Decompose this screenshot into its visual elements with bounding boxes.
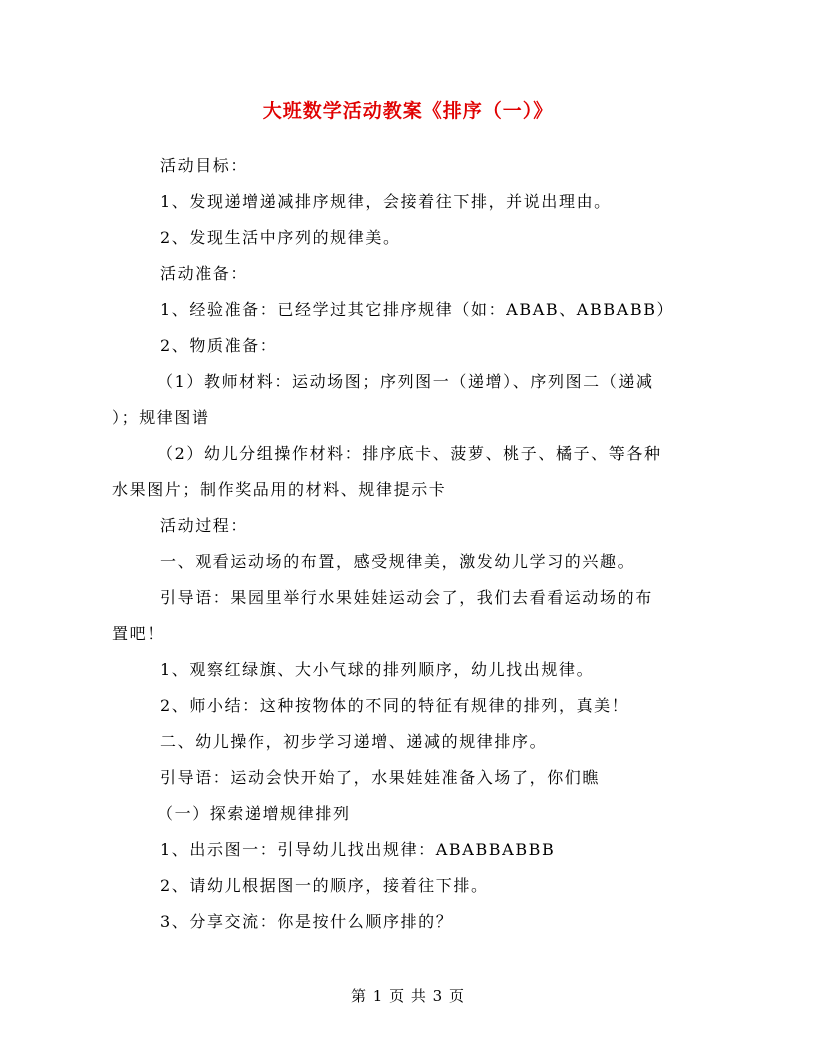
paragraph: （2）幼儿分组操作材料：排序底卡、菠萝、桃子、橘子、等各种 [157, 444, 662, 463]
document-body [112, 148, 712, 940]
paragraph-continuation: 水果图片；制作奖品用的材料、规律提示卡 [112, 480, 447, 499]
footer-current-page: 1 [372, 987, 384, 1005]
footer-middle: 页 共 [389, 987, 427, 1005]
paragraph: 一、观看运动场的布置，感受规律美，激发幼儿学习的兴趣。 [160, 552, 636, 571]
paragraph: 1、发现递增递减排序规律，会接着往下排，并说出理由。 [160, 192, 612, 211]
paragraph: 1、经验准备：已经学过其它排序规律（如：ABAB、ABBABB） [160, 300, 675, 319]
section-heading-preparation: 活动准备： [160, 264, 249, 283]
paragraph: 引导语：果园里举行水果娃娃运动会了，我们去看看运动场的布 [160, 588, 653, 607]
paragraph-continuation: ）；规律图谱 [112, 408, 210, 427]
paragraph-continuation: 置吧！ [112, 624, 165, 643]
paragraph: 1、出示图一：引导幼儿找出规律：ABABBABBB [160, 840, 556, 859]
paragraph: 2、师小结：这种按物体的不同的特征有规律的排列，真美！ [160, 696, 630, 715]
paragraph: 2、物质准备： [160, 336, 278, 355]
subsection-heading: （一）探索递增规律排列 [157, 804, 351, 823]
document-title: 大班数学活动教案《排序（一）》 [262, 100, 554, 122]
footer-total-pages: 3 [432, 987, 444, 1005]
footer-suffix: 页 [449, 987, 466, 1005]
footer-prefix: 第 [350, 987, 367, 1005]
section-heading-objectives: 活动目标： [160, 156, 249, 175]
paragraph: 引导语：运动会快开始了，水果娃娃准备入场了，你们瞧 [160, 768, 601, 787]
paragraph: 3、分享交流：你是按什么顺序排的？ [160, 912, 454, 931]
section-heading-process: 活动过程： [160, 516, 249, 535]
page-footer [0, 985, 816, 1006]
paragraph: （1）教师材料：运动场图；序列图一（递增）、序列图二（递减 [157, 372, 654, 391]
paragraph: 2、请幼儿根据图一的顺序，接着往下排。 [160, 876, 489, 895]
paragraph: 2、发现生活中序列的规律美。 [160, 228, 401, 247]
paragraph: 1、观察红绿旗、大小气球的排列顺序，幼儿找出规律。 [160, 660, 595, 679]
paragraph: 二、幼儿操作，初步学习递增、递减的规律排序。 [160, 732, 548, 751]
